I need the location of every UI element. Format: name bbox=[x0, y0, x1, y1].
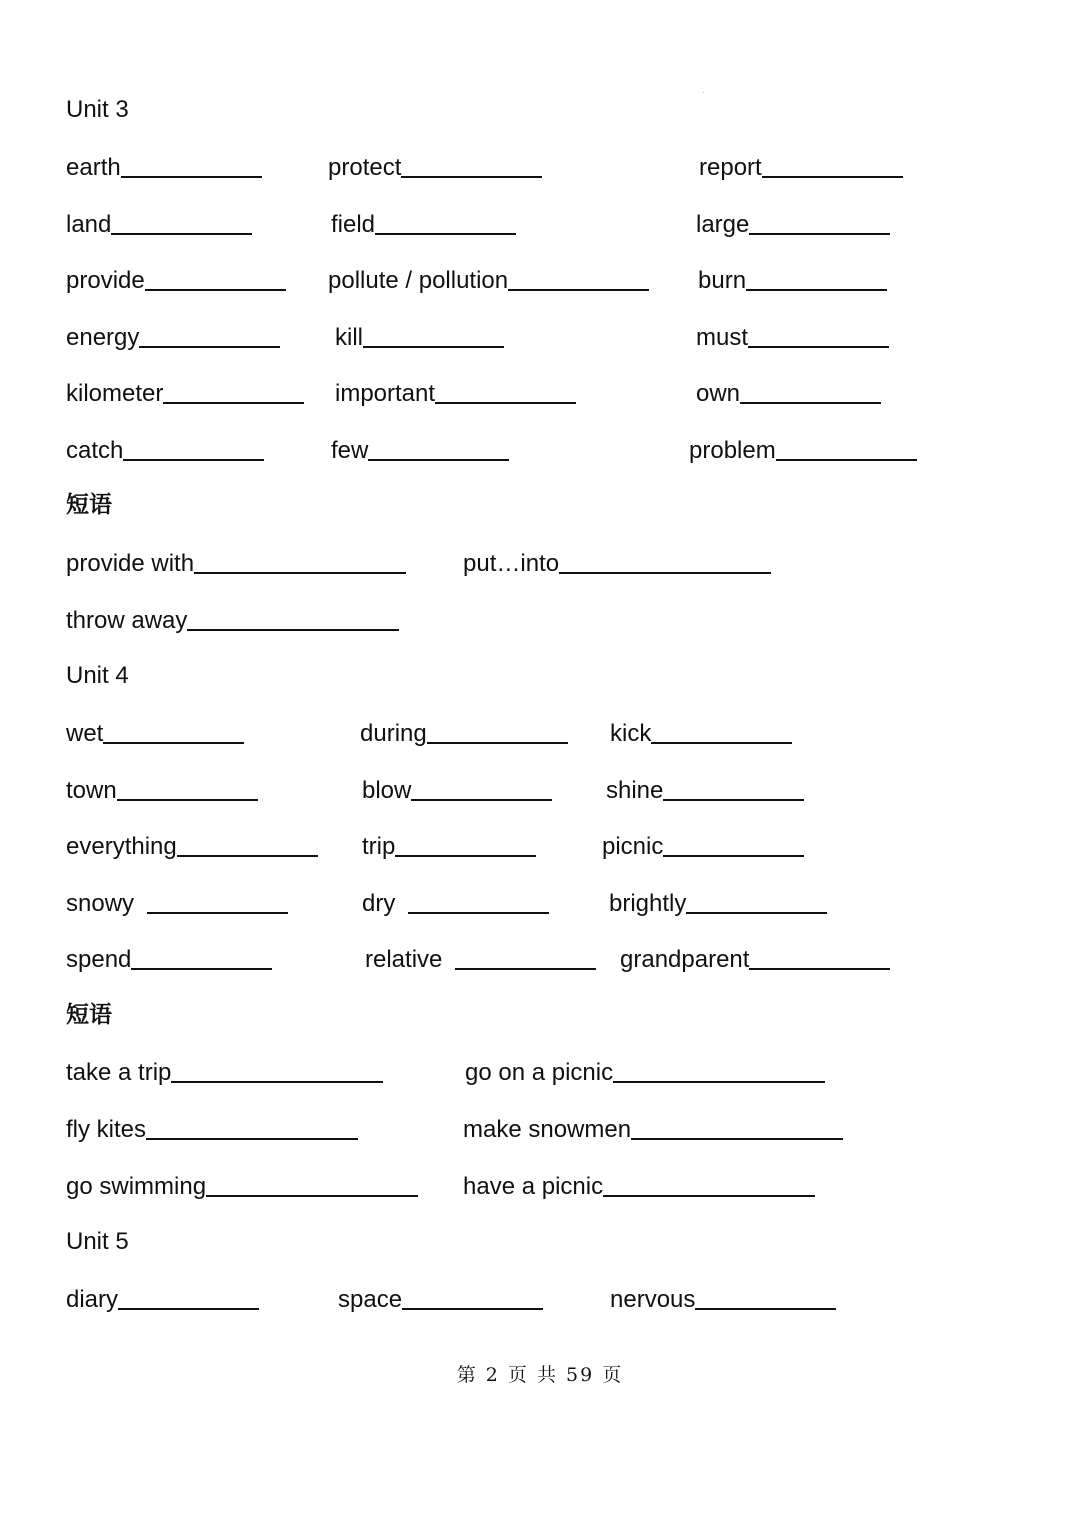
phrase-item bbox=[463, 548, 771, 578]
word-item bbox=[602, 831, 804, 861]
word-label: spend bbox=[66, 946, 132, 973]
word-label: earth bbox=[66, 154, 121, 181]
word-label: land bbox=[66, 211, 112, 238]
answer-blank[interactable] bbox=[776, 459, 917, 461]
word-row bbox=[0, 831, 1080, 865]
answer-blank[interactable] bbox=[749, 233, 890, 235]
word-label: diary bbox=[66, 1286, 119, 1313]
word-item bbox=[66, 152, 262, 182]
answer-blank[interactable] bbox=[663, 799, 804, 801]
phrase-label: go swimming bbox=[66, 1173, 207, 1200]
word-item bbox=[362, 831, 536, 861]
word-item bbox=[66, 209, 252, 239]
word-item bbox=[610, 718, 792, 748]
word-label: during bbox=[360, 720, 427, 747]
answer-blank[interactable] bbox=[177, 855, 318, 857]
answer-blank[interactable] bbox=[663, 855, 804, 857]
word-label: everything bbox=[66, 833, 177, 860]
word-label: picnic bbox=[602, 833, 664, 860]
word-label: must bbox=[696, 324, 749, 351]
word-item bbox=[360, 718, 568, 748]
word-item bbox=[362, 888, 549, 918]
word-label: blow bbox=[362, 777, 412, 804]
answer-blank[interactable] bbox=[762, 176, 903, 178]
word-label: kill bbox=[335, 324, 363, 351]
word-label: relative bbox=[365, 946, 450, 973]
word-label: brightly bbox=[609, 890, 687, 917]
phrase-label: take a trip bbox=[66, 1059, 172, 1086]
word-item bbox=[66, 718, 244, 748]
answer-blank[interactable] bbox=[145, 289, 286, 291]
word-item bbox=[362, 775, 552, 805]
word-label: important bbox=[335, 380, 436, 407]
answer-blank[interactable] bbox=[194, 572, 406, 574]
word-row bbox=[0, 944, 1080, 978]
word-item bbox=[696, 378, 881, 408]
word-label: kick bbox=[610, 720, 652, 747]
answer-blank[interactable] bbox=[206, 1195, 418, 1197]
answer-blank[interactable] bbox=[603, 1195, 815, 1197]
answer-blank[interactable] bbox=[695, 1308, 836, 1310]
phrase-row bbox=[0, 1057, 1080, 1091]
word-label: burn bbox=[698, 267, 747, 294]
answer-blank[interactable] bbox=[111, 233, 252, 235]
phrase-label: make snowmen bbox=[463, 1116, 632, 1143]
word-label: town bbox=[66, 777, 117, 804]
word-label: catch bbox=[66, 437, 124, 464]
phrase-row bbox=[0, 548, 1080, 582]
phrase-label: provide with bbox=[66, 550, 195, 577]
answer-blank[interactable] bbox=[395, 855, 536, 857]
answer-blank[interactable] bbox=[686, 912, 827, 914]
word-label: wet bbox=[66, 720, 104, 747]
word-label: provide bbox=[66, 267, 145, 294]
word-item bbox=[66, 322, 280, 352]
answer-blank[interactable] bbox=[163, 402, 304, 404]
word-label: pollute / pollution bbox=[328, 267, 509, 294]
page-number-footer: 第 2 页 共 59 页 bbox=[456, 1364, 624, 1386]
word-item bbox=[689, 435, 917, 465]
word-label: nervous bbox=[610, 1286, 696, 1313]
word-label: energy bbox=[66, 324, 140, 351]
word-item bbox=[66, 265, 286, 295]
word-label: kilometer bbox=[66, 380, 164, 407]
word-item bbox=[338, 1284, 543, 1314]
word-row bbox=[0, 152, 1080, 186]
phrase-item bbox=[463, 1171, 815, 1201]
answer-blank[interactable] bbox=[408, 912, 549, 914]
word-item bbox=[66, 888, 288, 918]
word-row bbox=[0, 888, 1080, 922]
answer-blank[interactable] bbox=[139, 346, 280, 348]
word-row bbox=[0, 378, 1080, 412]
answer-blank[interactable] bbox=[455, 968, 596, 970]
answer-blank[interactable] bbox=[748, 346, 889, 348]
phrase-item bbox=[463, 1114, 843, 1144]
answer-blank[interactable] bbox=[368, 459, 509, 461]
word-label: protect bbox=[328, 154, 402, 181]
word-item bbox=[328, 152, 542, 182]
phrases-heading: 短语 bbox=[66, 1002, 112, 1028]
unit-4-heading: Unit 4 bbox=[66, 662, 129, 689]
word-item bbox=[66, 378, 304, 408]
word-label: grandparent bbox=[620, 946, 750, 973]
answer-blank[interactable] bbox=[631, 1138, 843, 1140]
phrases-heading: 短语 bbox=[66, 492, 112, 518]
answer-blank[interactable] bbox=[508, 289, 649, 291]
word-item bbox=[66, 775, 258, 805]
word-item bbox=[331, 435, 509, 465]
word-item bbox=[696, 322, 889, 352]
word-label: large bbox=[696, 211, 750, 238]
answer-blank[interactable] bbox=[131, 968, 272, 970]
phrase-item bbox=[66, 1057, 383, 1087]
word-item bbox=[66, 944, 272, 974]
word-row bbox=[0, 209, 1080, 243]
phrase-item bbox=[66, 1171, 418, 1201]
word-label: space bbox=[338, 1286, 403, 1313]
answer-blank[interactable] bbox=[363, 346, 504, 348]
word-label: few bbox=[331, 437, 369, 464]
answer-blank[interactable] bbox=[401, 176, 542, 178]
phrase-label: throw away bbox=[66, 607, 188, 634]
answer-blank[interactable] bbox=[749, 968, 890, 970]
unit-3-heading: Unit 3 bbox=[66, 96, 129, 123]
phrase-label: put…into bbox=[463, 550, 560, 577]
word-item bbox=[365, 944, 596, 974]
word-label: dry bbox=[362, 890, 403, 917]
answer-blank[interactable] bbox=[651, 742, 792, 744]
phrase-item bbox=[465, 1057, 825, 1087]
word-item bbox=[620, 944, 890, 974]
word-label: problem bbox=[689, 437, 776, 464]
word-row bbox=[0, 435, 1080, 469]
word-label: own bbox=[696, 380, 741, 407]
word-item bbox=[331, 209, 516, 239]
word-item bbox=[66, 435, 264, 465]
answer-blank[interactable] bbox=[435, 402, 576, 404]
answer-blank[interactable] bbox=[187, 629, 399, 631]
scan-speck bbox=[703, 92, 704, 93]
word-item bbox=[335, 378, 576, 408]
answer-blank[interactable] bbox=[559, 572, 771, 574]
phrase-item bbox=[66, 1114, 358, 1144]
phrase-item bbox=[66, 548, 406, 578]
word-label: shine bbox=[606, 777, 664, 804]
word-row bbox=[0, 322, 1080, 356]
word-label: trip bbox=[362, 833, 396, 860]
answer-blank[interactable] bbox=[740, 402, 881, 404]
answer-blank[interactable] bbox=[613, 1081, 825, 1083]
word-label: field bbox=[331, 211, 376, 238]
phrase-label: have a picnic bbox=[463, 1173, 604, 1200]
answer-blank[interactable] bbox=[171, 1081, 383, 1083]
answer-blank[interactable] bbox=[123, 459, 264, 461]
phrase-row bbox=[0, 1114, 1080, 1148]
answer-blank[interactable] bbox=[118, 1308, 259, 1310]
word-item bbox=[699, 152, 903, 182]
word-row bbox=[0, 775, 1080, 809]
unit-5-heading: Unit 5 bbox=[66, 1228, 129, 1255]
answer-blank[interactable] bbox=[146, 1138, 358, 1140]
phrase-label: fly kites bbox=[66, 1116, 147, 1143]
answer-blank[interactable] bbox=[375, 233, 516, 235]
answer-blank[interactable] bbox=[746, 289, 887, 291]
answer-blank[interactable] bbox=[427, 742, 568, 744]
word-item bbox=[66, 831, 318, 861]
answer-blank[interactable] bbox=[402, 1308, 543, 1310]
phrase-row bbox=[0, 605, 1080, 639]
answer-blank[interactable] bbox=[103, 742, 244, 744]
word-label: snowy bbox=[66, 890, 141, 917]
word-row bbox=[0, 265, 1080, 299]
answer-blank[interactable] bbox=[147, 912, 288, 914]
word-row bbox=[0, 1284, 1080, 1318]
word-row bbox=[0, 718, 1080, 752]
word-item bbox=[606, 775, 804, 805]
word-item bbox=[66, 1284, 259, 1314]
phrase-label: go on a picnic bbox=[465, 1059, 614, 1086]
word-item bbox=[328, 265, 649, 295]
word-item bbox=[609, 888, 827, 918]
word-item bbox=[610, 1284, 836, 1314]
word-item bbox=[696, 209, 890, 239]
word-label: report bbox=[699, 154, 762, 181]
phrase-row bbox=[0, 1171, 1080, 1205]
answer-blank[interactable] bbox=[411, 799, 552, 801]
phrase-item bbox=[66, 605, 399, 635]
word-item bbox=[698, 265, 887, 295]
word-item bbox=[335, 322, 504, 352]
answer-blank[interactable] bbox=[117, 799, 258, 801]
answer-blank[interactable] bbox=[121, 176, 262, 178]
